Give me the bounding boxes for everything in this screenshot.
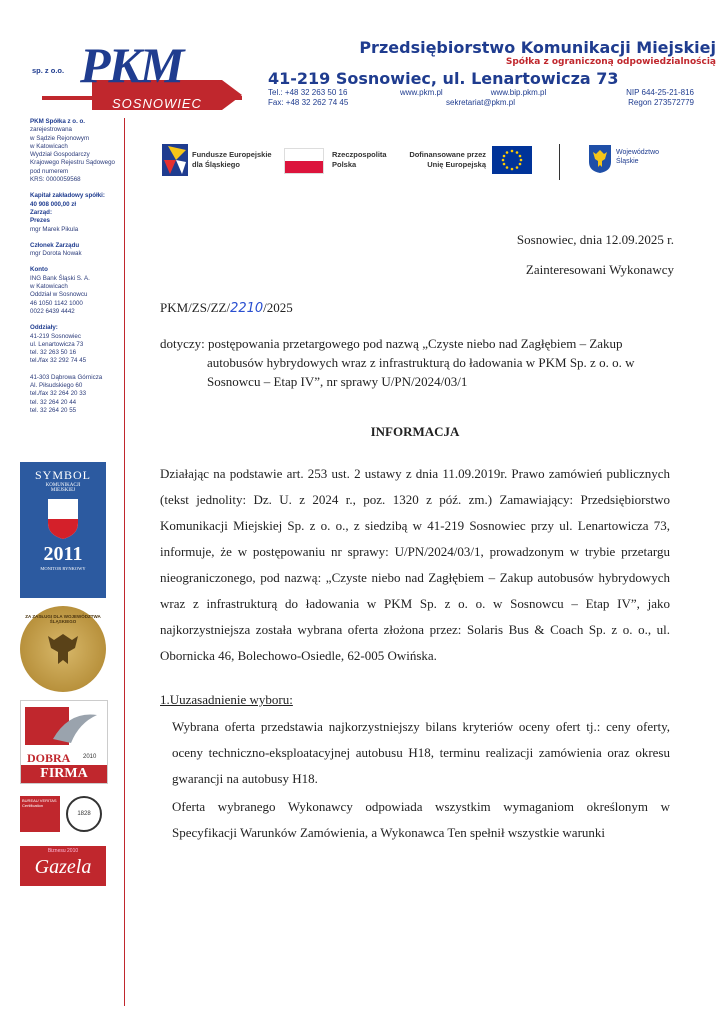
sidebar-line: 41-219 Sosnowiec [30, 332, 81, 340]
rp-label [332, 150, 387, 170]
place-date: Sosnowiec, dnia 12.09.2025 r. [516, 232, 674, 247]
medal-badge [20, 606, 106, 692]
eu-flag-icon [492, 146, 532, 174]
sidebar-line: pod numerem [30, 167, 69, 175]
subject-label: dotyczy: [160, 336, 205, 351]
ref-prefix: PKM/ZS/ZZ/ [160, 300, 231, 315]
fe-logo-icon [162, 144, 188, 176]
fe-line1: Fundusze Europejskie [192, 150, 272, 159]
medal-text: ZA ZASŁUGI DLA WOJEWÓDZTWA ŚLĄSKIEGO [25, 614, 101, 624]
symbol-badge [20, 462, 106, 598]
account-label: Konto [30, 266, 48, 274]
poland-flag-icon [284, 148, 324, 174]
section-heading: 1.Uuzasadnienie wyboru: [160, 692, 293, 707]
nip: NIP 644-25-21-816 [626, 88, 694, 97]
sidebar-line: 41-303 Dąbrowa Górnicza [30, 373, 103, 381]
sidebar-line: Al. Piłsudskiego 60 [30, 382, 83, 390]
company-address: 41-219 Sosnowiec, ul. Lenartowicza 73 [268, 69, 619, 88]
member-name: mgr Dorota Nowak [30, 250, 82, 258]
silesia-coat-icon [588, 144, 612, 174]
dobra-year: 2010 [83, 754, 97, 760]
flag-icon [46, 497, 80, 541]
sidebar-line: w Katowicach [30, 142, 68, 150]
logo-text: PKM [80, 37, 183, 93]
subject-block [160, 334, 670, 391]
sidebar-line: zarejestrowana [30, 126, 72, 134]
sidebar-line: 46 1050 1142 1000 [30, 299, 83, 307]
silesia-label [616, 148, 659, 166]
bureau-veritas-badge [20, 794, 106, 834]
bird-icon [49, 709, 101, 749]
company-sub: Spółka z ograniczoną odpowiedzialnością [505, 57, 716, 67]
sidebar-line: KRS: 0000059568 [30, 176, 81, 184]
rp-line2: Polska [332, 160, 357, 169]
bip-link[interactable]: www.bip.pkm.pl [490, 88, 547, 97]
sidebar-line: ul. Lenartowicza 73 [30, 340, 84, 348]
sidebar-company: PKM Spółka z o. o. [30, 118, 86, 125]
document-title: INFORMACJA [370, 424, 460, 439]
sidebar-line: tel. 32 264 20 55 [30, 406, 77, 414]
sidebar-line: Oddział w Sosnowcu [30, 291, 88, 299]
ws-line2: Śląskie [616, 158, 639, 165]
sidebar-line: tel. 32 263 50 16 [30, 349, 77, 357]
symbol-year: 2011 [43, 543, 83, 565]
firma-word: FIRMA [21, 765, 107, 783]
president-label: Prezes [30, 217, 50, 225]
sidebar-line: ING Bank Śląski S. A. [30, 274, 90, 282]
sidebar-line: w Katowicach [30, 283, 68, 291]
logo-city: SOSNOWIEC [112, 96, 202, 111]
www-link[interactable]: www.pkm.pl [400, 88, 443, 97]
gazela-word: Gazela [34, 856, 92, 878]
symbol-footer: MONITOR RYNKOWY [40, 566, 86, 571]
branches-label: Oddziały: [30, 324, 58, 332]
logo-prefix: sp. z o.o. [32, 66, 65, 75]
symbol-sub: KOMUNIKACJI [45, 483, 81, 488]
ref-suffix: /2025 [263, 300, 293, 315]
sidebar-line: tel./fax 32 264 20 33 [30, 390, 87, 398]
company-logo [32, 37, 252, 116]
member-label: Członek Zarządu [30, 241, 80, 249]
tel: Tel.: +48 32 263 50 16 [268, 88, 348, 97]
email-link[interactable]: sekretariat@pkm.pl [446, 98, 516, 107]
contact-ids [606, 88, 694, 108]
company-header [266, 38, 716, 88]
ue-line2: Unię Europejską [427, 160, 486, 169]
eu-divider [559, 144, 560, 180]
capital-value: 40 908 000,00 zł [30, 200, 77, 208]
contact-phones [268, 88, 348, 108]
ue-label [404, 150, 486, 170]
sidebar-line: 0022 6439 4442 [30, 307, 75, 315]
capital-label: Kapitał zakładowy spółki: [30, 192, 105, 200]
reference-number [160, 300, 293, 316]
gazela-sub: Biznesu 2010 [47, 848, 79, 854]
subject-text: postępowania przetargowego pod nazwą „Czyste niebo nad Zagłębiem – Zakup autobusów hybrydowych wraz z infrastrukturą do ładowania w PKM Sp. z o. o. w Sosnowcu – Etap IV”, nr sprawy U/PN/2024/03/1 [207, 336, 635, 389]
gazela-badge [20, 846, 106, 886]
paragraph-compliance: Oferta wybranego Wykonawcy odpowiada wszystkim wymaganiom określonym w Specyfikacji Warunków Zamówienia, a Wykonawca Ten spełnił wszystkie warunki [172, 799, 670, 840]
paragraph-justification: Wybrana oferta przedstawia najkorzystniejszy bilans kryteriów oceny ofert tj.: ceny oferty, oceny techniczno-eksploatacyjnej autobusu H18, terminu realizacji zamówienia oraz okresu gwarancji na autobusy H18. [172, 719, 670, 786]
sidebar-info [30, 118, 120, 423]
fax: Fax: +48 32 262 74 45 [268, 98, 349, 107]
ue-line1: Dofinansowane przez [409, 150, 486, 159]
sidebar-line: tel./fax 32 292 74 45 [30, 357, 87, 365]
sidebar-line: Wydział Gospodarczy [30, 151, 90, 159]
bv-seal: 1828 [66, 796, 102, 832]
bv-text: BUREAU VERITAS Certification [20, 796, 60, 832]
eu-funding-bar [162, 140, 622, 184]
symbol-sub: MIEJSKIEJ [50, 488, 76, 493]
ref-handwritten: 2210 [230, 301, 264, 316]
board-label: Zarząd: [30, 208, 53, 216]
paragraph-main: Działając na podstawie art. 253 ust. 2 ustawy z dnia 11.09.2019r. Prawo zamówień publicznych (tekst jednolity: Dz. U. z 2024 r., poz. 1320 z póź. zm.) Zamawiający: Przedsiębiorstwo Komunikacji Miejskiej Sp. z o. o., z siedzibą w 41-219 Sosnowiec przy ul. Lenartowicza 73, informuje, że w postępowaniu nr sprawy: U/PN/2024/03/1, prowadzonym w trybie przetargu nieograniczonego, pod nazwą: „Czyste niebo nad Zagłębiem – Zakup autobusów hybrydowych wraz z infrastrukturą do ładowania w PKM Sp. z o. o. w Sosnowcu – Etap IV”, jako najkorzystniejsza została wybrana oferta złożona przez: Solaris Bus & Coach Sp. z o. o., ul. Obornicka 46, Bolechowo-Osiedle, 62-005 Owińska. [160, 466, 670, 663]
rp-line1: Rzeczpospolita [332, 150, 387, 159]
sidebar-line: Krajowego Rejestru Sądowego [30, 159, 115, 167]
symbol-title: SYMBOL [34, 468, 91, 482]
dobra-word: DOBRA [27, 751, 71, 765]
ws-line1: Województwo [616, 149, 660, 156]
recipients: Zainteresowani Wykonawcy [525, 262, 674, 277]
president-name: mgr Marek Pikula [30, 225, 79, 233]
sidebar-line: tel. 32 264 20 44 [30, 398, 77, 406]
dobra-firma-badge [20, 700, 108, 784]
regon: Regon 273572779 [628, 98, 694, 107]
company-name: Przedsiębiorstwo Komunikacji Miejskiej [359, 38, 716, 57]
fe-line2: dla Śląskiego [192, 160, 240, 169]
sidebar-line: w Sądzie Rejonowym [30, 134, 90, 142]
fe-label [192, 150, 272, 170]
contact-web [400, 88, 546, 108]
sidebar-divider [124, 118, 125, 1006]
